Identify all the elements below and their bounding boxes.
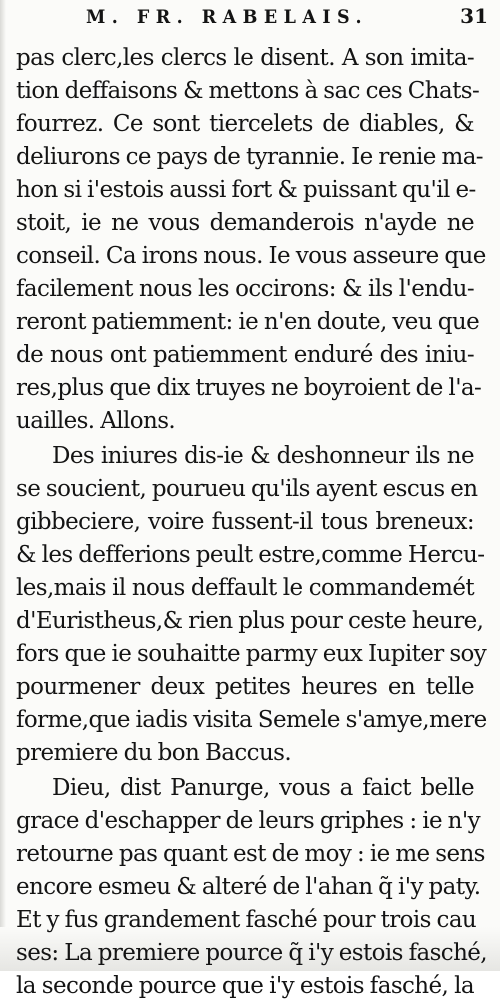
text-line: grace d'eschapper de leurs griphes : ie n'y — [16, 808, 481, 834]
text-line: ses: La premiere pource q̃ i'y estois fasché, — [16, 940, 488, 966]
text-line: & les defferions peult estre,comme Hercu- — [16, 542, 485, 568]
text-line: conseil. Ca irons nous. Ie vous asseure que — [16, 243, 486, 269]
scan-edge-left — [0, 0, 6, 971]
body-text — [16, 42, 488, 1003]
paragraph-3 — [16, 772, 488, 1003]
text-line: Et y fus grandement fasché pour trois cau — [16, 907, 477, 933]
text-line: retourne pas quant est de moy : ie me sens — [16, 841, 485, 867]
text-line: deliurons ce pays de tyrannie. Ie renie ma- — [16, 144, 483, 170]
text-line: facilement nous les occirons: & ils l'endu- — [16, 276, 474, 302]
paragraph-1 — [16, 42, 486, 438]
text-line: encore esmeu & alteré de l'ahan q̃ i'y paty. — [16, 874, 481, 900]
text-line: se soucient, pourueu qu'ils ayent escus en — [16, 476, 478, 502]
text-line: Dieu, dist Panurge, vous a faict belle — [52, 775, 474, 801]
text-line: pourmener deux petites heures en telle — [16, 674, 474, 700]
text-line: forme,que iadis visita Semele s'amye,mere — [16, 707, 487, 733]
paragraph-2 — [16, 440, 487, 770]
text-line: fors que ie souhaitte parmy eux Iupiter soy — [16, 641, 487, 667]
text-line: la seconde pource que i'y estois fasché, la — [16, 973, 474, 999]
running-head: M. FR. RABELAIS. — [86, 6, 368, 28]
text-line: gibbeciere, voire fussent-il tous breneux: — [16, 509, 474, 535]
text-line: d'Euristheus,& rien plus pour ceste heure, — [16, 608, 484, 634]
text-line: de nous ont patiemment enduré des iniu- — [16, 342, 474, 368]
text-line: reront patiemment: ie n'en doute, veu que — [16, 309, 480, 335]
text-line: premiere du bon Baccus. — [16, 740, 292, 766]
text-line: uailles. Allons. — [16, 408, 176, 434]
text-line: Des iniures dis-ie & deshonneur ils ne — [52, 443, 474, 469]
text-line: hon si i'estois aussi fort & puissant qu'il e- — [16, 177, 476, 203]
text-line: les,mais il nous deffault le commandemét — [16, 575, 474, 601]
page-number: 31 — [460, 4, 488, 28]
text-line: tion deffaisons & mettons à sac ces Chats- — [16, 78, 480, 104]
text-line: res,plus que dix truyes ne boyroient de l'a- — [16, 375, 482, 401]
text-line: stoit, ie ne vous demanderois n'ayde ne — [16, 210, 474, 236]
text-line: fourrez. Ce sont tiercelets de diables, & — [16, 111, 474, 137]
text-line: pas clerc,les clercs le disent. A son imita- — [16, 45, 474, 71]
